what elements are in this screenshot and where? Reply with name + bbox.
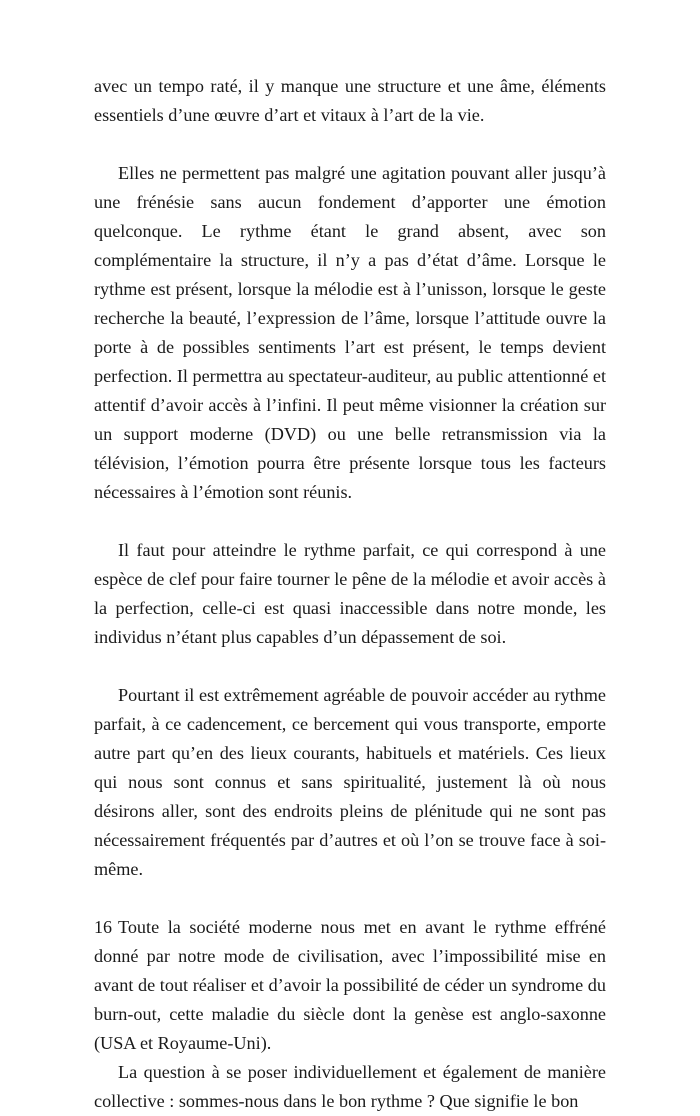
page-number: 16 bbox=[94, 917, 112, 937]
paragraph-5: Toute la société moderne nous met en avant le rythme effréné donné par notre mode de civilisation, avec l’impossibilité mise en avant de tout réaliser et d’avoir la possibilité de céder un syndrome du burn-out, cette maladie du siècle dont la genèse est anglo-saxonne (USA et Royaume-Uni). bbox=[94, 917, 606, 1053]
paragraph-2: Elles ne permettent pas malgré une agitation pouvant aller jusqu’à une frénésie sans aucun fondement d’apporter une émotion quelconque. Le rythme étant le grand absent, avec son complémentaire la structure, il n’y a pas d’état d’âme. Lorsque le rythme est présent, lorsque la mélodie est à l’unisson, lorsque le geste recherche la beauté, l’expression de l’âme, lorsque l’attitude ouvre la porte à de possibles sentiments l’art est présent, le temps devient perfection. Il permettra au spectateur-auditeur, au public attentionné et attentif d’avoir accès à l’infini. Il peut même visionner la création sur un support moderne (DVD) ou une belle retransmission via la télévision, l’émotion pourra être présente lorsque tous les facteurs nécessaires à l’émotion sont réunis. bbox=[94, 163, 606, 502]
page-body bbox=[94, 72, 606, 1116]
paragraph-6: La question à se poser individuellement et également de manière collective : sommes-nous dans le bon rythme ? Que signifie le bon bbox=[94, 1062, 606, 1111]
paragraph-1: avec un tempo raté, il y manque une structure et une âme, éléments essentiels d’une œuvre d’art et vitaux à l’art de la vie. bbox=[94, 76, 606, 125]
paragraph-4: Pourtant il est extrêmement agréable de pouvoir accéder au rythme parfait, à ce cadencement, ce bercement qui vous transporte, emporte autre part qu’en des lieux courants, habituels et matériels. Ces lieux qui nous sont connus et sans spiritualité, justement là où nous désirons aller, sont des endroits pleins de plénitude qui ne sont pas nécessairement fréquentés par d’autres et où l’on se trouve face à soi-même. bbox=[94, 685, 606, 879]
paragraph-3: Il faut pour atteindre le rythme parfait, ce qui correspond à une espèce de clef pour faire tourner le pêne de la mélodie et avoir accès à la perfection, celle-ci est quasi inaccessible dans notre monde, les individus n’étant plus capables d’un dépassement de soi. bbox=[94, 540, 606, 647]
